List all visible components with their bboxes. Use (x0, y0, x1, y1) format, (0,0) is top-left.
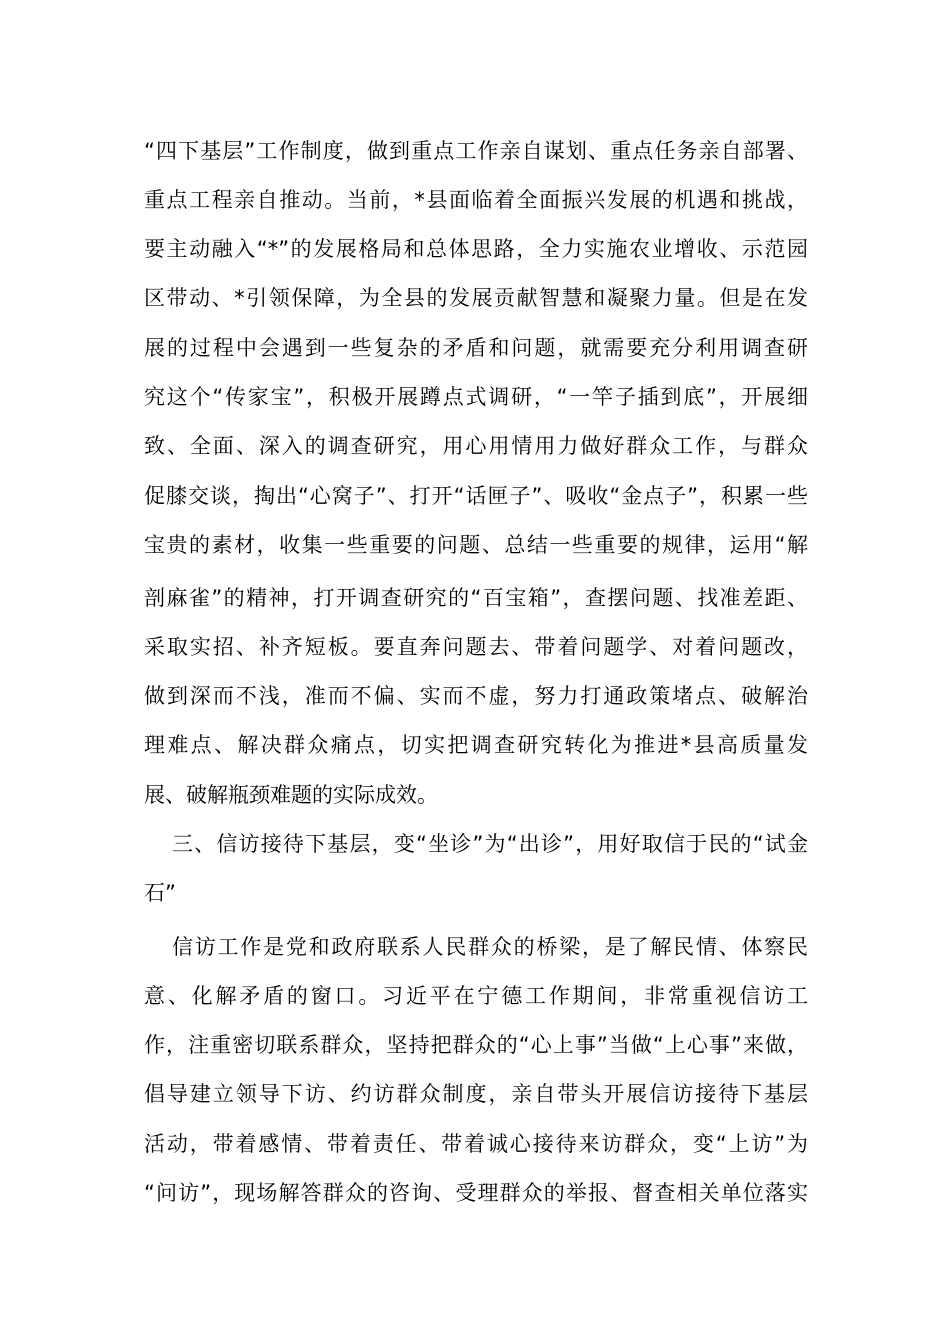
paragraph-line: 宝贵的素材，收集一些重要的问题、总结一些重要的规律，运用“解 (144, 533, 808, 557)
paragraph-line: 活动，带着感情、带着责任、带着诚心接待来访群众，变“上访”为 (144, 1132, 808, 1156)
paragraph-line: “问访”，现场解答群众的咨询、受理群众的举报、督查相关单位落实 (144, 1181, 808, 1205)
paragraph-line: 倡导建立领导下访、约访群众制度，亲自带头开展信访接待下基层 (144, 1082, 808, 1106)
paragraph-line: 采取实招、补齐短板。要直奔问题去、带着问题学、对着问题改， (144, 635, 808, 659)
paragraph-line: 展、破解瓶颈难题的实际成效。 (144, 783, 438, 807)
paragraph-line: 做到深而不浅，准而不偏、实而不虚，努力打通政策堵点、破解治 (144, 684, 808, 708)
paragraph-line: 剖麻雀”的精神，打开调查研究的“百宝箱”，查摆问题、找准差距、 (144, 586, 808, 610)
paragraph-line: 展的过程中会遇到一些复杂的矛盾和问题，就需要充分利用调查研 (144, 336, 808, 360)
paragraph-line: 重点工程亲自推动。当前，*县面临着全面振兴发展的机遇和挑战， (144, 188, 808, 212)
paragraph-line: 促膝交谈，掏出“心窝子”、打开“话匣子”、吸收“金点子”，积累一些 (144, 484, 808, 508)
paragraph-line: 意、化解矛盾的窗口。习近平在宁德工作期间，非常重视信访工 (144, 984, 808, 1008)
paragraph-line: 信访工作是党和政府联系人民群众的桥梁，是了解民情、体察民 (172, 935, 808, 959)
paragraph-line: 作，注重密切联系群众，坚持把群众的“心上事”当做“上心事”来做， (144, 1033, 808, 1057)
paragraph-line: 理难点、解决群众痛点，切实把调查研究转化为推进*县高质量发 (144, 733, 808, 757)
section-heading-line: 三、信访接待下基层，变“坐诊”为“出诊”，用好取信于民的“试金 (172, 832, 808, 856)
section-heading-line: 石” (144, 881, 176, 905)
paragraph-line: 区带动、*引领保障，为全县的发展贡献智慧和凝聚力量。但是在发 (144, 286, 808, 310)
paragraph-line: 究这个“传家宝”，积极开展蹲点式调研，“一竿子插到底”，开展细 (144, 385, 808, 409)
paragraph-line: 致、全面、深入的调查研究，用心用情用力做好群众工作，与群众 (144, 434, 808, 458)
paragraph-line: 要主动融入“*”的发展格局和总体思路，全力实施农业增收、示范园 (144, 237, 808, 261)
paragraph-line: “四下基层”工作制度，做到重点工作亲自谋划、重点任务亲自部署、 (144, 139, 808, 163)
